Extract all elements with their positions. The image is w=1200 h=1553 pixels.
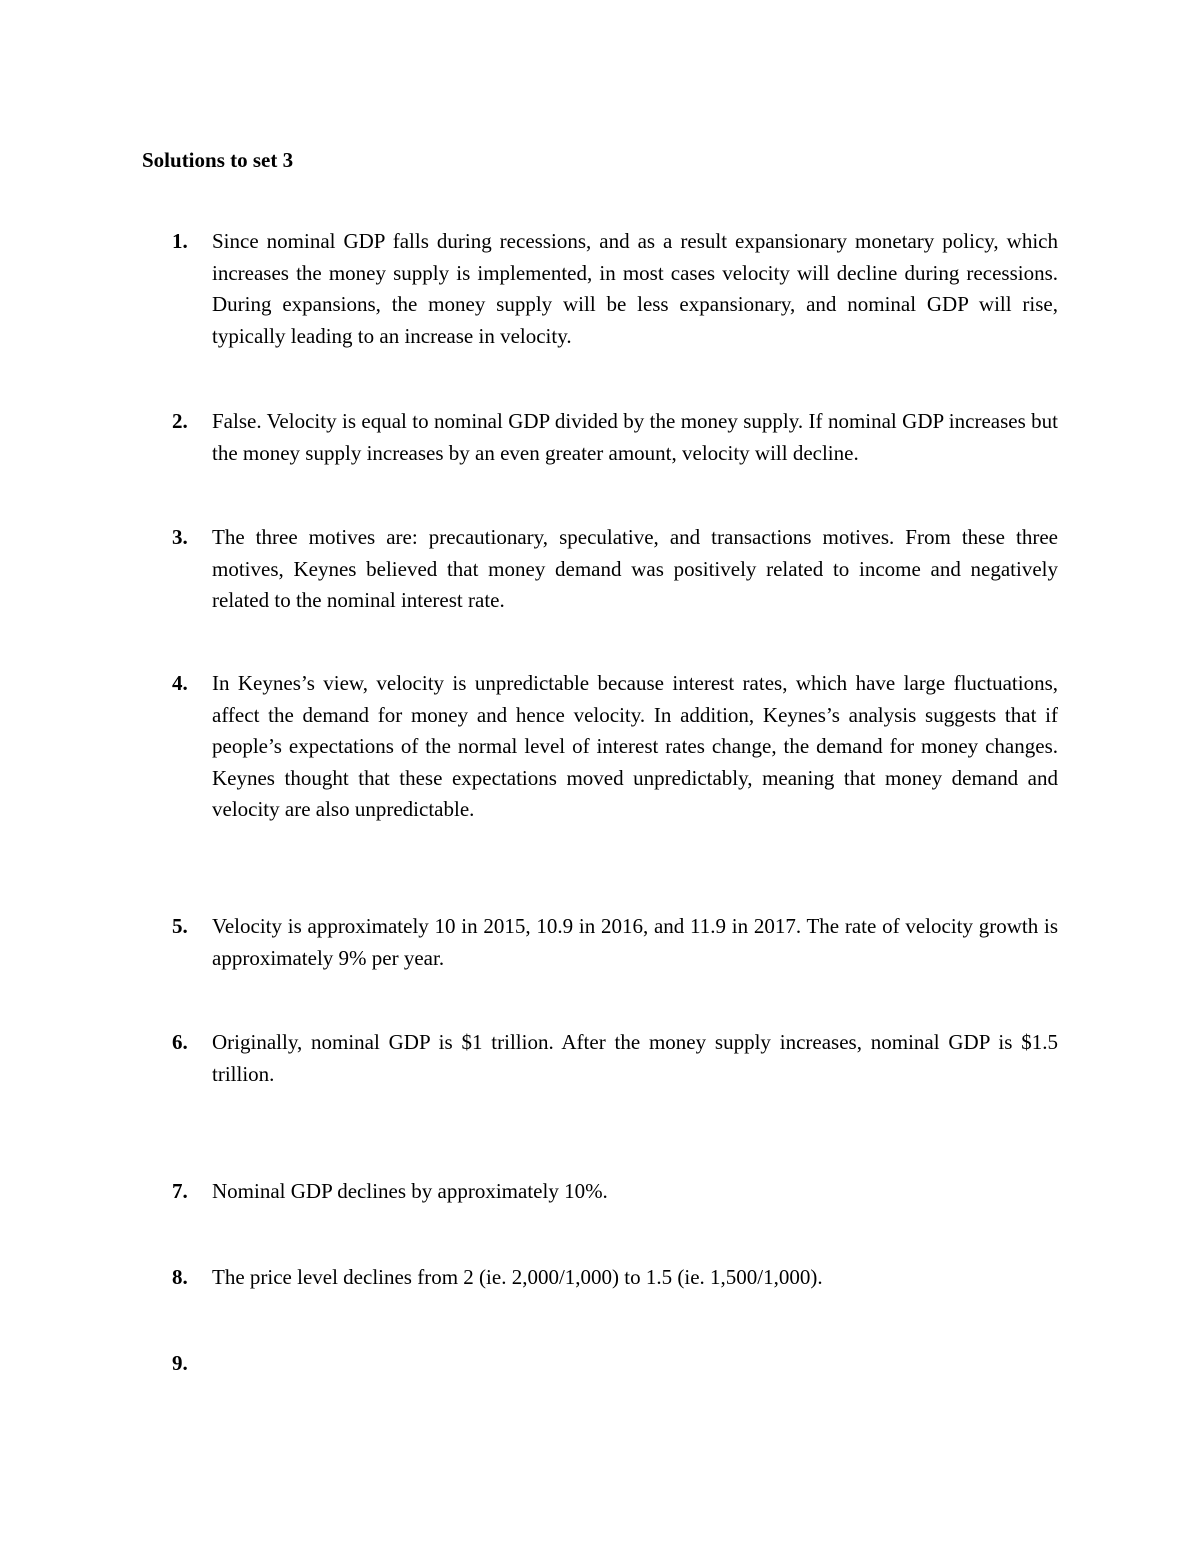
answer-item-1 [172, 226, 1058, 352]
answer-text: Since nominal GDP falls during recessions, and as a result expansionary monetary policy, which increases the money supply is implemented, in most cases velocity will decline during recessions. During expansions, the money supply will be less expansionary, and nominal GDP will rise, typically leading to an increase in velocity. [212, 229, 1058, 348]
answer-item-5 [172, 911, 1058, 974]
answer-number: 6. [172, 1030, 188, 1054]
answer-text: The three motives are: precautionary, speculative, and transactions motives. From these three motives, Keynes believed that money demand was positively related to income and negatively related to the nominal interest rate. [212, 525, 1058, 613]
answer-item-8 [172, 1262, 1058, 1294]
answer-number: 8. [172, 1265, 188, 1289]
answer-text: Originally, nominal GDP is $1 trillion. After the money supply increases, nominal GDP is $1.5 trillion. [212, 1030, 1058, 1086]
answer-number: 9. [172, 1351, 188, 1375]
answer-number: 3. [172, 525, 188, 549]
answer-number: 2. [172, 409, 188, 433]
answer-text: Nominal GDP declines by approximately 10%. [212, 1179, 608, 1203]
answer-number: 5. [172, 914, 188, 938]
answer-text: In Keynes’s view, velocity is unpredictable because interest rates, which have large fluctuations, affect the demand for money and hence velocity. In addition, Keynes’s analysis suggests that if people’s expectations of the normal level of interest rates change, the demand for money changes. Keynes thought that these expectations moved unpredictably, meaning that money demand and velocity are also unpredictable. [212, 671, 1058, 822]
answer-number: 1. [172, 229, 188, 253]
answer-item-3 [172, 522, 1058, 617]
answer-text: False. Velocity is equal to nominal GDP divided by the money supply. If nominal GDP increases but the money supply increases by an even greater amount, velocity will decline. [212, 409, 1058, 465]
answer-text: Velocity is approximately 10 in 2015, 10.9 in 2016, and 11.9 in 2017. The rate of velocity growth is approximately 9% per year. [212, 914, 1058, 970]
answer-item-2 [172, 406, 1058, 469]
answer-number: 7. [172, 1179, 188, 1203]
answer-item-7 [172, 1176, 1058, 1208]
answer-item-4 [172, 668, 1058, 826]
answer-number: 4. [172, 671, 188, 695]
answer-item-6 [172, 1027, 1058, 1090]
document-title: Solutions to set 3 [142, 148, 294, 172]
answer-text: The price level declines from 2 (ie. 2,000/1,000) to 1.5 (ie. 1,500/1,000). [212, 1265, 823, 1289]
